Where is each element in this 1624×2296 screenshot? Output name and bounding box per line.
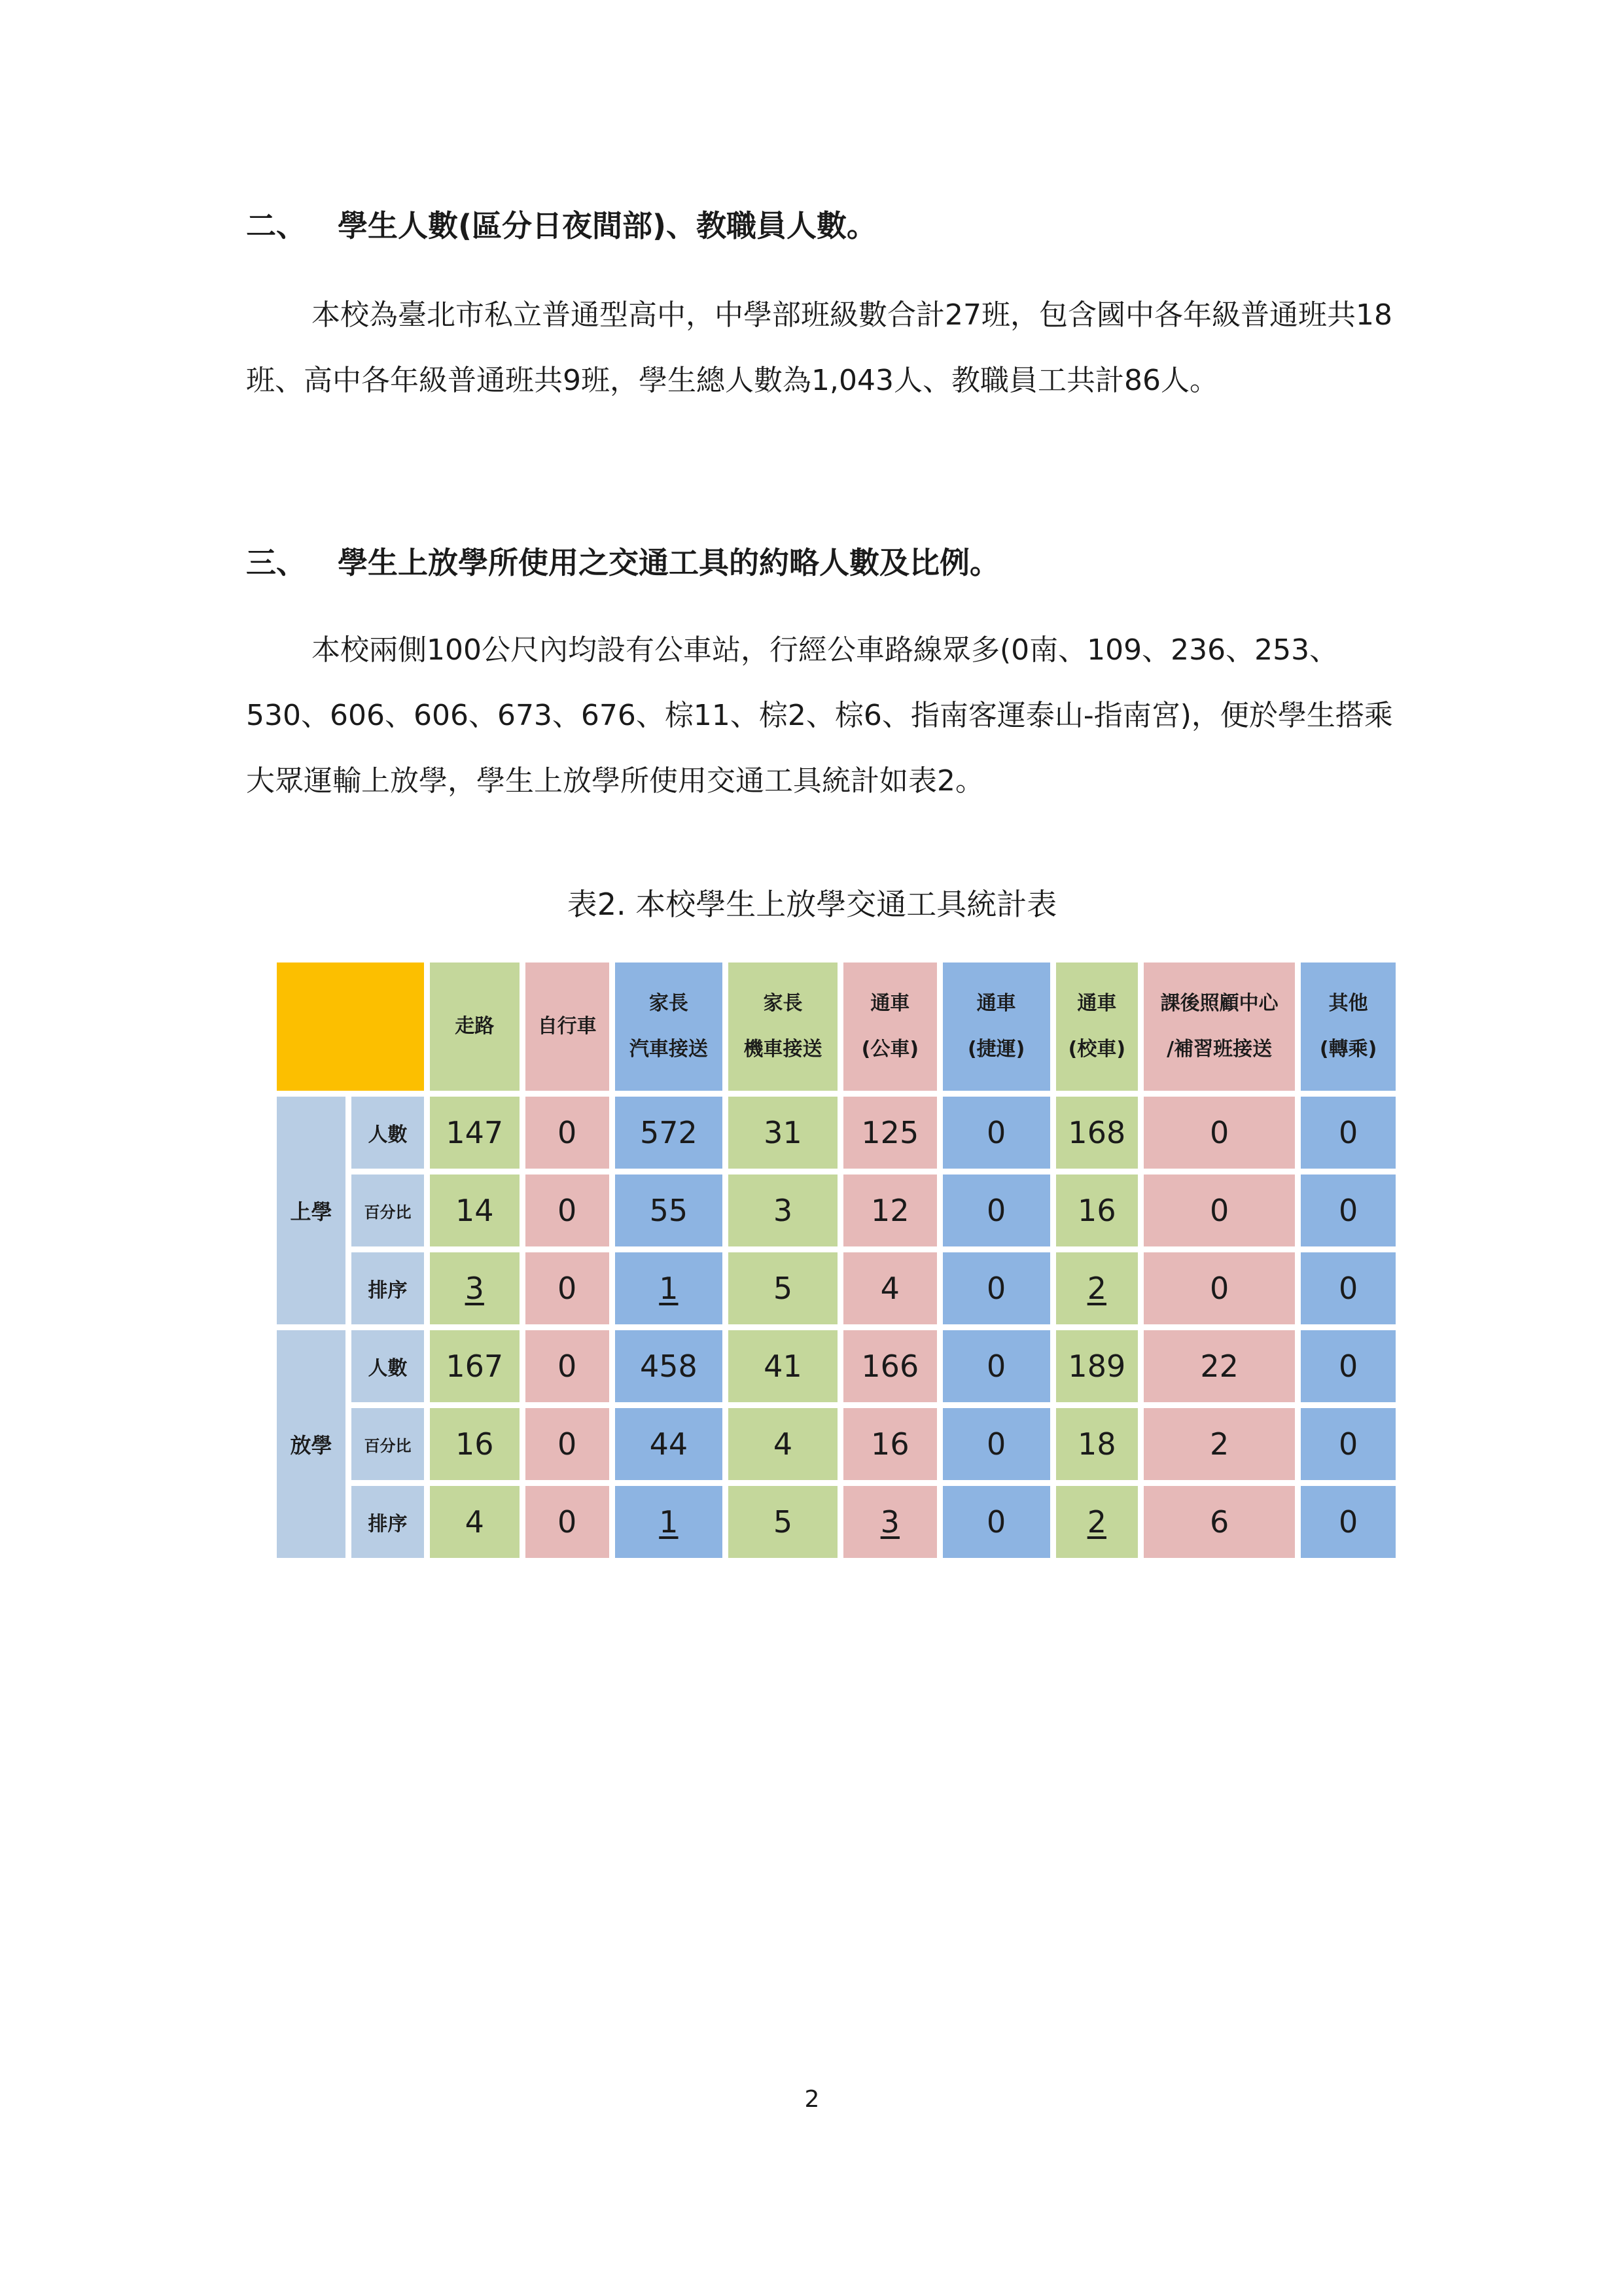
table-cell: 0 — [1301, 1330, 1396, 1402]
col-header-parent-scooter: 家長 機車接送 — [728, 963, 838, 1091]
table-cell: 0 — [943, 1097, 1050, 1169]
col-header-parent-car: 家長 汽車接送 — [615, 963, 722, 1091]
table-cell: 3 — [843, 1486, 937, 1558]
table-cell: 16 — [430, 1408, 520, 1480]
table-cell: 0 — [943, 1174, 1050, 1246]
col-header-bus: 通車 (公車) — [843, 963, 937, 1091]
table-cell: 0 — [1144, 1252, 1295, 1324]
table-cell: 0 — [943, 1252, 1050, 1324]
row-label: 人數 — [351, 1097, 424, 1169]
table-cell: 16 — [1056, 1174, 1138, 1246]
section-2-number: 二、 — [246, 208, 306, 243]
table-cell: 14 — [430, 1174, 520, 1246]
col-header-walk: 走路 — [430, 963, 520, 1091]
table-cell: 189 — [1056, 1330, 1138, 1402]
table-cell: 2 — [1144, 1408, 1295, 1480]
col-header-school-bus: 通車 (校車) — [1056, 963, 1138, 1091]
table-cell: 1 — [615, 1252, 722, 1324]
table-header-row — [277, 963, 1396, 1091]
table-cell: 0 — [1144, 1097, 1295, 1169]
table-cell: 0 — [943, 1408, 1050, 1480]
table-cell: 0 — [1301, 1174, 1396, 1246]
table-cell: 0 — [1301, 1486, 1396, 1558]
table-cell: 22 — [1144, 1330, 1295, 1402]
corner-cell — [277, 963, 424, 1091]
table-row — [277, 1486, 1396, 1558]
table-cell: 0 — [1144, 1174, 1295, 1246]
col-header-mrt: 通車 (捷運) — [943, 963, 1050, 1091]
table-cell: 0 — [525, 1097, 609, 1169]
table-cell: 12 — [843, 1174, 937, 1246]
table-cell: 0 — [1301, 1097, 1396, 1169]
section-2-heading — [246, 206, 877, 245]
table-cell: 167 — [430, 1330, 520, 1402]
table-cell: 0 — [525, 1330, 609, 1402]
group-label-arrival: 上學 — [277, 1097, 345, 1324]
section-3-body — [246, 618, 1411, 814]
row-label: 百分比 — [351, 1174, 424, 1246]
table-cell: 168 — [1056, 1097, 1138, 1169]
table-row — [277, 1408, 1396, 1480]
section-3-number: 三、 — [246, 545, 306, 580]
table-cell: 6 — [1144, 1486, 1295, 1558]
section-3-heading — [246, 543, 1000, 582]
table-caption: 表2. 本校學生上放學交通工具統計表 — [567, 887, 1057, 922]
table-cell: 0 — [943, 1330, 1050, 1402]
table-row — [277, 1252, 1396, 1324]
row-label: 人數 — [351, 1330, 424, 1402]
section-2-body — [246, 283, 1411, 414]
table-cell: 2 — [1056, 1252, 1138, 1324]
col-header-after-school: 課後照顧中心 /補習班接送 — [1144, 963, 1295, 1091]
row-label: 百分比 — [351, 1408, 424, 1480]
row-label: 排序 — [351, 1486, 424, 1558]
page-number: 2 — [804, 2086, 820, 2113]
table-cell: 41 — [728, 1330, 838, 1402]
table-row — [277, 1174, 1396, 1246]
table-cell: 0 — [525, 1174, 609, 1246]
table-cell: 31 — [728, 1097, 838, 1169]
table-row — [277, 1330, 1396, 1402]
table-row — [277, 1097, 1396, 1169]
table-cell: 125 — [843, 1097, 937, 1169]
row-label: 排序 — [351, 1252, 424, 1324]
table-cell: 2 — [1056, 1486, 1138, 1558]
table-cell: 0 — [1301, 1252, 1396, 1324]
table-cell: 4 — [843, 1252, 937, 1324]
table-cell: 3 — [728, 1174, 838, 1246]
table-cell: 0 — [943, 1486, 1050, 1558]
section-3-paragraph: 本校兩側100公尺內均設有公車站，行經公車路線眾多(0南、109、236、253、530、606、606、673、676、棕11、棕2、棕6、指南客運泰山-指南宮)，便於學生搭乘大眾運輸上放學，學生上放學所使用交通工具統計如表2。 — [246, 633, 1393, 798]
table-cell: 16 — [843, 1408, 937, 1480]
transport-stats-table — [271, 957, 1402, 1564]
table-cell: 4 — [430, 1486, 520, 1558]
table-cell: 147 — [430, 1097, 520, 1169]
table-cell: 44 — [615, 1408, 722, 1480]
group-label-dismissal: 放學 — [277, 1330, 345, 1558]
table-cell: 3 — [430, 1252, 520, 1324]
table-cell: 0 — [525, 1486, 609, 1558]
table-cell: 572 — [615, 1097, 722, 1169]
table-cell: 166 — [843, 1330, 937, 1402]
table-cell: 458 — [615, 1330, 722, 1402]
table-cell: 5 — [728, 1252, 838, 1324]
table-cell: 5 — [728, 1486, 838, 1558]
table-cell: 4 — [728, 1408, 838, 1480]
table-cell: 0 — [525, 1252, 609, 1324]
table-cell: 55 — [615, 1174, 722, 1246]
section-3-title: 學生上放學所使用之交通工具的約略人數及比例。 — [338, 545, 1000, 580]
section-2-paragraph: 本校為臺北市私立普通型高中，中學部班級數合計27班，包含國中各年級普通班共18班、高中各年級普通班共9班，學生總人數為1,043人、教職員工共計86人。 — [246, 298, 1392, 397]
table-cell: 18 — [1056, 1408, 1138, 1480]
col-header-bicycle: 自行車 — [525, 963, 609, 1091]
table-cell: 0 — [1301, 1408, 1396, 1480]
table-cell: 0 — [525, 1408, 609, 1480]
table-cell: 1 — [615, 1486, 722, 1558]
section-2-title: 學生人數(區分日夜間部)、教職員人數。 — [338, 208, 877, 243]
col-header-other: 其他 (轉乘) — [1301, 963, 1396, 1091]
